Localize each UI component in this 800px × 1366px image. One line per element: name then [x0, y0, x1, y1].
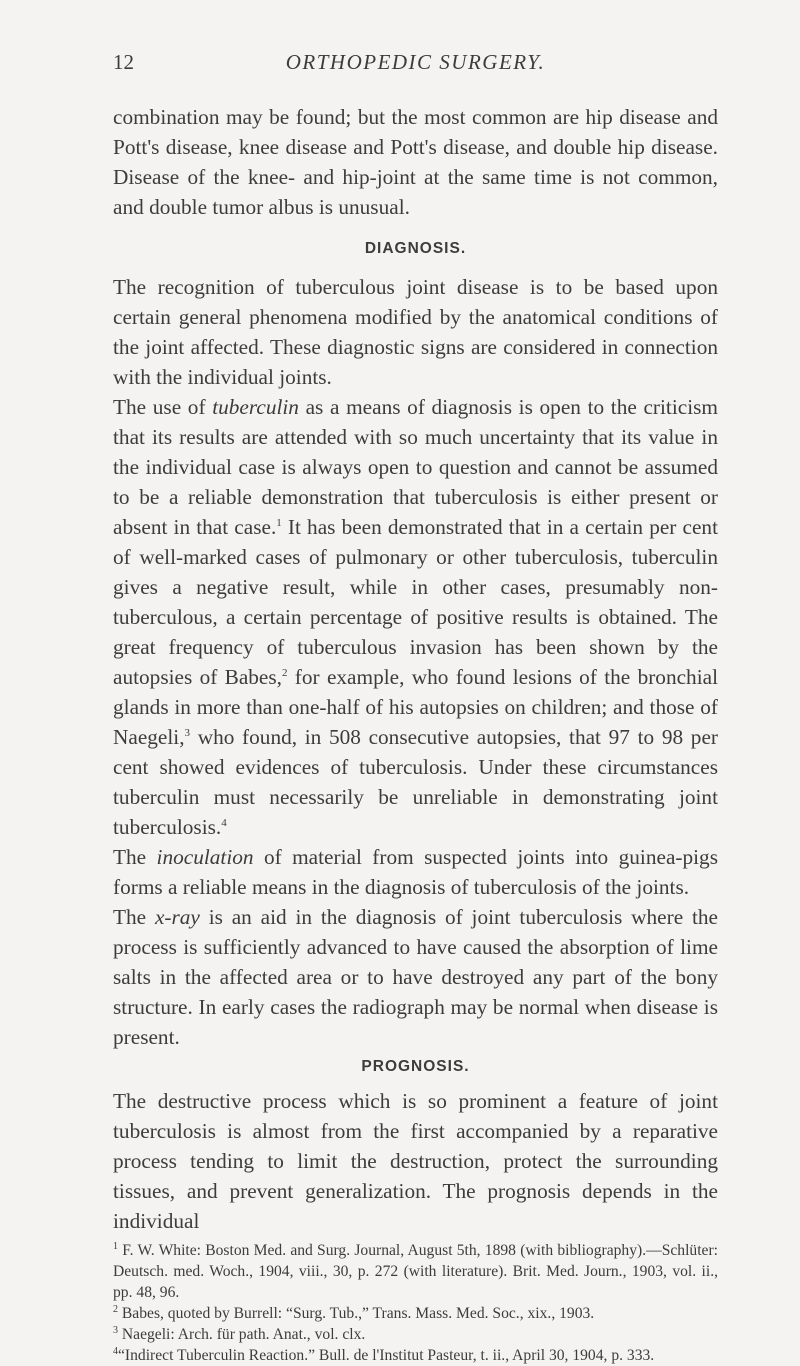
text-run: The: [113, 905, 155, 929]
page-number: 12: [113, 50, 134, 74]
text-run: It has been demonstrated that in a certain per cent of well-marked cases of pulmonary or other tuberculosis, tuberculin gives a negative result, while in other cases, presumably non-tuberculous, a certain percentage of positive results is obtained. The great frequency of tuberculous invasion has been shown by the autopsies of Babes,: [113, 515, 718, 689]
footnote-text: F. W. White: Boston Med. and Surg. Journal, August 5th, 1898 (with bibliography).—Schlüter: Deutsch. med. Woch., 1904, viii., 30, p. 272 (with literature). Brit. Med. Journ., 1903, vol. ii., pp. 48, 96.: [113, 1242, 718, 1301]
text-run: The: [113, 845, 157, 869]
term-inoculation: inoculation: [156, 845, 254, 869]
tuberculin-paragraph: [113, 392, 718, 842]
footnote-marker: 4: [113, 1345, 118, 1357]
prognosis-paragraph: The destructive process which is so prominent a feature of joint tuberculosis is almost from the first accompanied by a reparative process tending to limit the destruction, protect the surrounding tissues, and prevent generalization. The prognosis depends in the individual: [113, 1089, 718, 1233]
text-run: as a means of diagnosis is open to the criticism that its results are attended with so much uncertainty that its value in the individual case is always open to question and cannot be assumed to be a reliable demonstration that tuberculosis is either present or absent in that case.: [113, 395, 718, 539]
diagnosis-paragraph: The recognition of tuberculous joint disease is to be based upon certain general phenomena modified by the anatomical conditions of the joint affected. These diagnostic signs are considered in connection with the individual joints.: [113, 275, 718, 389]
footnote-ref-1: 1: [276, 516, 282, 529]
text-run: for example, who found lesions of the bronchial glands in more than one-half of his autopsies on children; and those of Naegeli,: [113, 665, 718, 749]
xray-paragraph: [113, 902, 718, 1052]
prognosis-heading: PROGNOSIS.: [361, 1058, 470, 1075]
footnote-ref-3: 3: [184, 726, 191, 739]
text-run: is an aid in the diagnosis of joint tuberculosis where the process is sufficiently advanced to have caused the absorption of lime salts in the affected area or to have destroyed any part of the bony structure. In early cases the radiograph may be normal when disease is present.: [113, 905, 718, 1049]
footnote-4: [113, 1345, 718, 1366]
term-xray: x-ray: [154, 905, 200, 929]
footnote-2: [113, 1303, 718, 1324]
footnote-ref-4: 4: [221, 816, 227, 829]
footnote-marker: 3: [113, 1324, 118, 1336]
footnote-text: Naegeli: Arch. für path. Anat., vol. clx.: [118, 1326, 366, 1343]
text-run: of material from suspected joints into guinea-pigs forms a reliable means in the diagnosis of tuberculosis of the joints.: [113, 845, 718, 899]
inoculation-paragraph: [113, 842, 718, 902]
footnote-3: [113, 1324, 718, 1345]
footnote-marker: 1: [113, 1240, 118, 1252]
text-run: The use of: [113, 395, 213, 419]
text-run: who found, in 508 consecutive autopsies, that 97 to 98 per cent showed evidences of tuberculosis. Under these circumstances tuberculin must necessarily be unreliable in demonstrating joint tuberculosis.: [113, 725, 718, 839]
page-header: [113, 50, 718, 90]
footnote-marker: 2: [113, 1303, 118, 1315]
term-tuberculin: tuberculin: [212, 395, 299, 419]
footnote-text: Babes, quoted by Burrell: “Surg. Tub.,” Trans. Mass. Med. Soc., xix., 1903.: [118, 1305, 595, 1322]
footnote-text: “Indirect Tuberculin Reaction.” Bull. de l'Institut Pasteur, t. ii., April 30, 1904, p. 333.: [118, 1347, 655, 1364]
footnote-1: [113, 1240, 718, 1303]
book-page: [0, 50, 800, 1364]
running-title: ORTHOPEDIC SURGERY.: [285, 50, 546, 74]
diagnosis-heading: DIAGNOSIS.: [364, 240, 467, 257]
intro-paragraph: combination may be found; but the most common are hip disease and Pott's disease, knee disease and Pott's disease, and double hip disease. Disease of the knee- and hip-joint at the same time is not common, and double tumor albus is unusual.: [113, 105, 718, 219]
footnote-ref-2: 2: [282, 666, 288, 679]
